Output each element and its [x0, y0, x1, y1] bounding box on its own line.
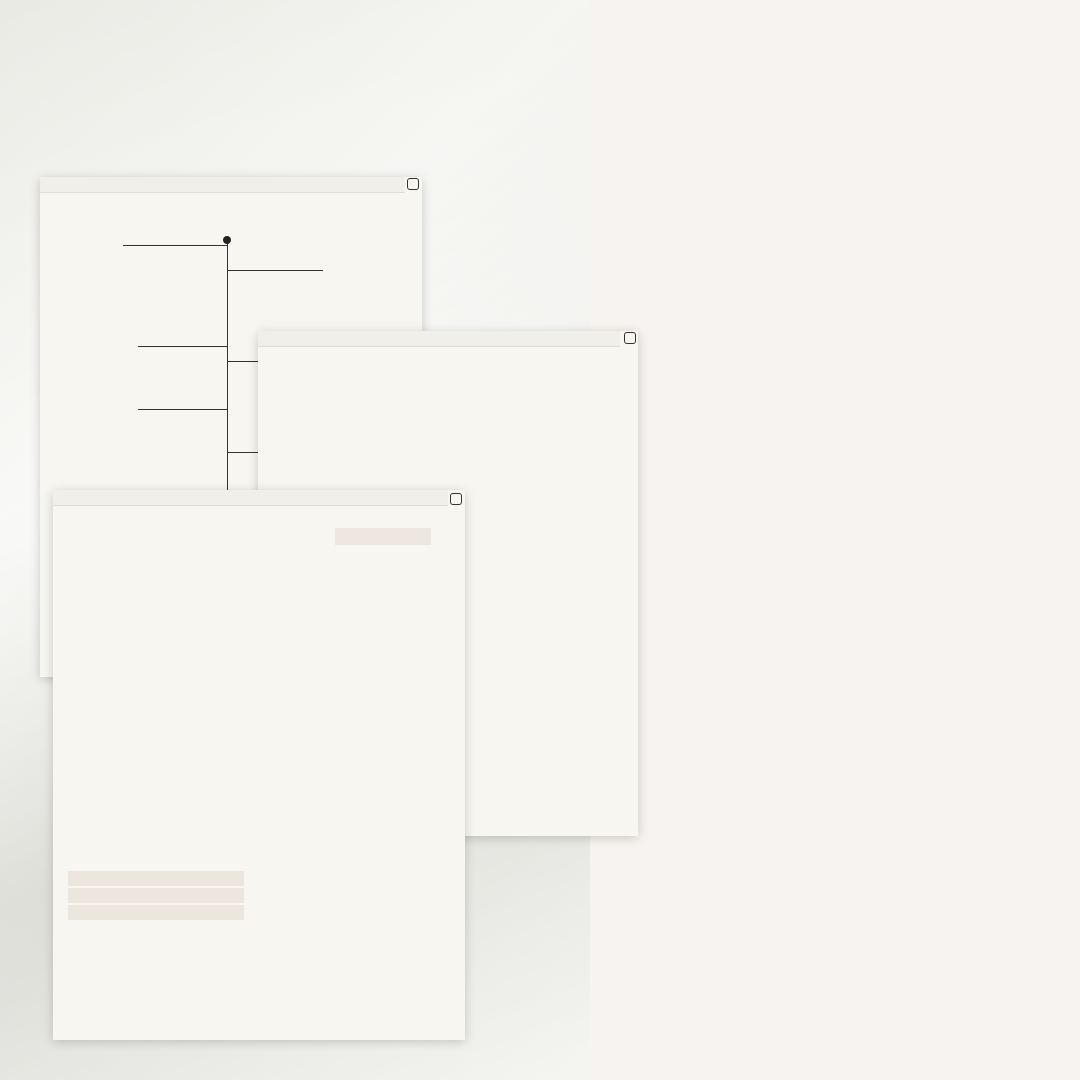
close-icon[interactable]: [407, 178, 419, 190]
close-icon[interactable]: [624, 332, 636, 344]
close-icon[interactable]: [450, 493, 462, 505]
priority-field[interactable]: [68, 905, 244, 920]
timeline-label: [123, 243, 227, 246]
background-right-panel: [590, 0, 1080, 1080]
timeline-label: [228, 450, 258, 453]
monthly-page: [53, 490, 465, 1040]
nav-tabs: [40, 177, 405, 193]
nav-tabs: [53, 490, 448, 506]
timeline-label: [138, 407, 227, 410]
month-name-field[interactable]: [335, 528, 431, 545]
nav-tabs: [258, 331, 620, 347]
timeline-label: [138, 344, 227, 347]
priority-field[interactable]: [68, 888, 244, 903]
timeline-label: [228, 268, 323, 271]
priority-field[interactable]: [68, 871, 244, 886]
timeline-label: [228, 359, 258, 362]
